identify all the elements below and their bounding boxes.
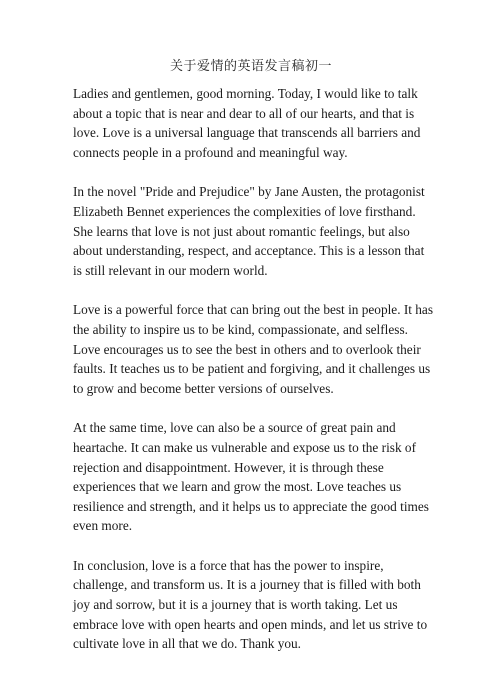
document-title: 关于爱情的英语发言稿初一	[169, 58, 332, 73]
paragraph-5: In conclusion, love is a force that has the power to inspire, challenge, and transform us. It is a journey that is filled with both joy and sorrow, but it is a journey that is worth taking. Let us embrace love with open hearts and open minds, and let us strive to cultivate love in all that we do. Thank you.	[73, 557, 428, 652]
paragraph-4: At the same time, love can also be a source of great pain and heartache. It can make us vulnerable and expose us to the risk of rejection and disappointment. However, it is through these experiences that we learn and grow the most. Love teaches us resilience and strength, and it helps us to appreciate the good times even more.	[73, 420, 429, 534]
document-body	[73, 84, 433, 674]
paragraph-2: In the novel "Pride and Prejudice" by Jane Austen, the protagonist Elizabeth Bennet experiences the complexities of love firsthand. She learns that love is not just about romantic feelings, but also about understanding, respect, and acceptance. This is a lesson that is still relevant in our modern world.	[73, 184, 425, 278]
paragraph-1: Ladies and gentlemen, good morning. Today, I would like to talk about a topic that is near and dear to all of our hearts, and that is love. Love is a universal language that transcends all barriers and connects people in a profound and meaningful way.	[73, 86, 421, 160]
paragraph-3: Love is a powerful force that can bring out the best in people. It has the ability to inspire us to be kind, compassionate, and selfless. Love encourages us to see the best in others and to overlook their faults. It teaches us to be patient and forgiving, and it challenges us to grow and become better versions of ourselves.	[73, 302, 434, 396]
